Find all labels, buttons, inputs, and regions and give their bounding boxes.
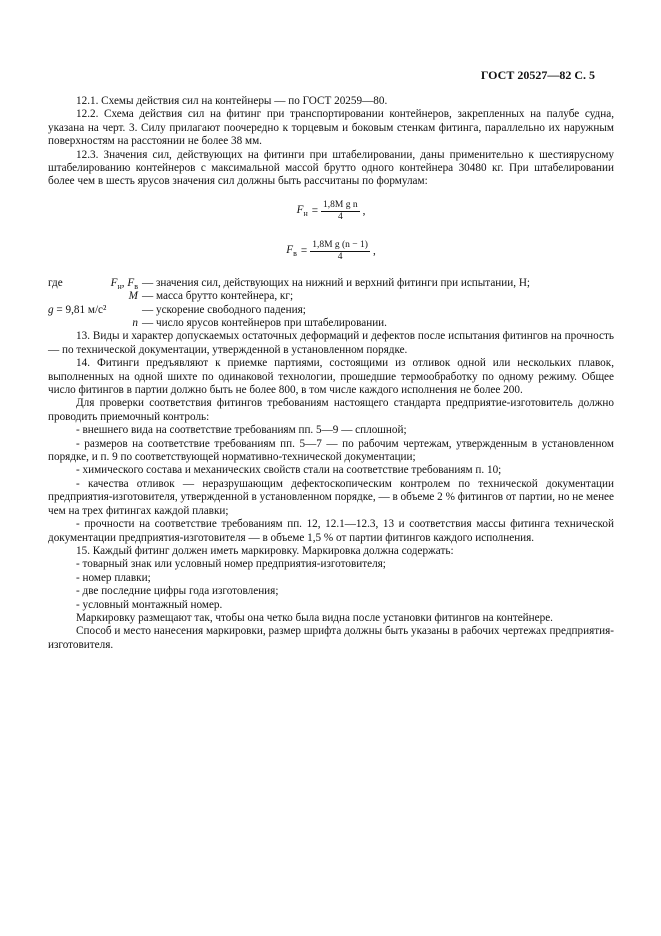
- formula-legend: [48, 277, 614, 331]
- marking-item-trademark: - товарный знак или условный номер предприятия-изготовителя;: [76, 558, 386, 571]
- legend-row-forces: [48, 277, 614, 290]
- legend-gravity-symbol: [48, 304, 142, 317]
- formula-1-numerator: 1,8M g n: [323, 200, 358, 211]
- formula-2-subscript: в: [293, 248, 297, 258]
- legend-gravity-desc: — ускорение свободного падения;: [142, 303, 306, 316]
- legend-where: где: [48, 276, 63, 289]
- legend-g-value: = 9,81 м/с²: [53, 303, 107, 316]
- document-body: [48, 95, 614, 652]
- legend-sep: ,: [121, 276, 128, 289]
- marking-item-year: - две последние цифры года изготовления;: [76, 585, 279, 598]
- paragraph-14-control: Для проверки соответствия фитингов требованиям настоящего стандарта предприятие-изготовитель должно проводить приемочный контроль:: [48, 397, 614, 423]
- formula-1-symbol: F: [296, 203, 304, 216]
- paragraph-15: 15. Каждый фитинг должен иметь маркировку. Маркировка должна содержать:: [76, 544, 454, 557]
- legend-forces-desc: — значения сил, действующих на нижний и верхний фитинги при испытании, Н;: [142, 276, 531, 289]
- control-item-strength: - прочности на соответствие требованиям пп. 12, 12.1—12.3, 13 и соответствия массы фитинга технической документации предприятия-изготовителя — в объеме 1,5 % от партии фитингов каждого исполнения.: [48, 518, 614, 544]
- legend-row-tiers: [48, 317, 614, 330]
- marking-item-heat: - номер плавки;: [76, 571, 151, 584]
- paragraph-13: 13. Виды и характер допускаемых остаточных деформаций и дефектов после испытания фитингов на прочность — по технической документации, утвержденной в установленном порядке.: [48, 330, 614, 356]
- legend-mass-symbol: M: [128, 290, 138, 303]
- control-item-chemistry: - химического состава и механических свойств стали на соответствие требованиям п. 10;: [76, 464, 502, 477]
- paragraph-15-placement: Маркировку размещают так, чтобы она четко была видна после установки фитингов на контейнере.: [76, 611, 553, 624]
- formula-2-symbol: F: [286, 243, 294, 256]
- legend-sym-fn: F: [110, 276, 118, 289]
- control-item-dimensions: - размеров на соответствие требованиям пп. 5—7 — по рабочим чертежам, утвержденным в установленном порядке, и п. 9 по соответствующей нормативно-технической документации;: [48, 437, 614, 464]
- marking-item-mount: - условный монтажный номер.: [76, 598, 223, 611]
- formula-1-fraction: [321, 200, 360, 223]
- legend-spacer: [48, 317, 88, 330]
- legend-spacer: [48, 290, 88, 303]
- paragraph-12-1: 12.1. Схемы действия сил на контейнеры — по ГОСТ 20259—80.: [76, 95, 388, 107]
- formula-1-tail: ,: [362, 205, 366, 218]
- formula-1-equals: =: [311, 205, 319, 218]
- paragraph-12-3: 12.3. Значения сил, действующих на фитинги при штабелировании, даны применительно к шестиярусному штабелированию контейнеров с максимальной массой брутто одного контейнера 30480 кг. При штабелировании более чем в шесть ярусов значения сил должны быть рассчитаны по формулам:: [48, 148, 614, 188]
- legend-forces-symbols: [88, 277, 142, 290]
- legend-row-mass: [48, 290, 614, 303]
- formula-1-subscript: н: [303, 208, 308, 218]
- formula-2-numerator: 1,8M g (n − 1): [312, 240, 368, 251]
- formula-2-denominator: 4: [337, 252, 343, 263]
- paragraph-12-2: 12.2. Схема действия сил на фитинг при транспортировании контейнеров, закрепленных на палубе судна, указана на черт. 3. Силу прилагают поочередно к торцевым и боковым стенкам фитинга, параллельно их наружным поверхностям на расстоянии не более 38 мм.: [48, 108, 614, 148]
- control-item-appearance: - внешнего вида на соответствие требованиям пп. 5—9 — сплошной;: [76, 424, 407, 437]
- legend-sub-n: н: [117, 282, 122, 292]
- legend-mass-desc: — масса брутто контейнера, кг;: [142, 290, 294, 303]
- paragraph-14: 14. Фитинги предъявляют к приемке партиями, состоящими из отливок одной или нескольких плавок, выполненных на одной шихте по одинаковой технологии, прошедшие термообработку по одному режиму. Общее число фитингов в партии должно быть не более 800, в том числе каждого исполнения не более 200.: [48, 357, 614, 397]
- formula-2-equals: =: [300, 245, 308, 258]
- control-item-castings: - качества отливок — неразрушающим дефектоскопическим контролем по технической документации предприятия-изготовителя, утвержденной в установленном порядке, — в объеме 2 % фитингов от партии, но не менее чем на трех фитингах каждой плавки;: [48, 477, 614, 517]
- formula-1-denominator: 4: [337, 212, 343, 223]
- formula-2-fraction: [310, 240, 370, 263]
- legend-tiers-desc: — число ярусов контейнеров при штабелировании.: [142, 317, 387, 330]
- legend-sub-v: в: [134, 282, 138, 292]
- formula-lower-force: [48, 195, 614, 229]
- legend-row-gravity: [48, 304, 614, 317]
- formula-upper-force: [48, 235, 614, 269]
- formula-2-tail: ,: [372, 245, 376, 258]
- legend-g: g: [48, 303, 54, 316]
- paragraph-15-method: Способ и место нанесения маркировки, размер шрифта должны быть указаны в рабочих чертежах предприятия-изготовителя.: [48, 625, 614, 651]
- page-header: ГОСТ 20527—82 С. 5: [480, 68, 595, 82]
- legend-tiers-symbol: n: [132, 317, 138, 330]
- legend-sym-fv: F: [127, 276, 135, 289]
